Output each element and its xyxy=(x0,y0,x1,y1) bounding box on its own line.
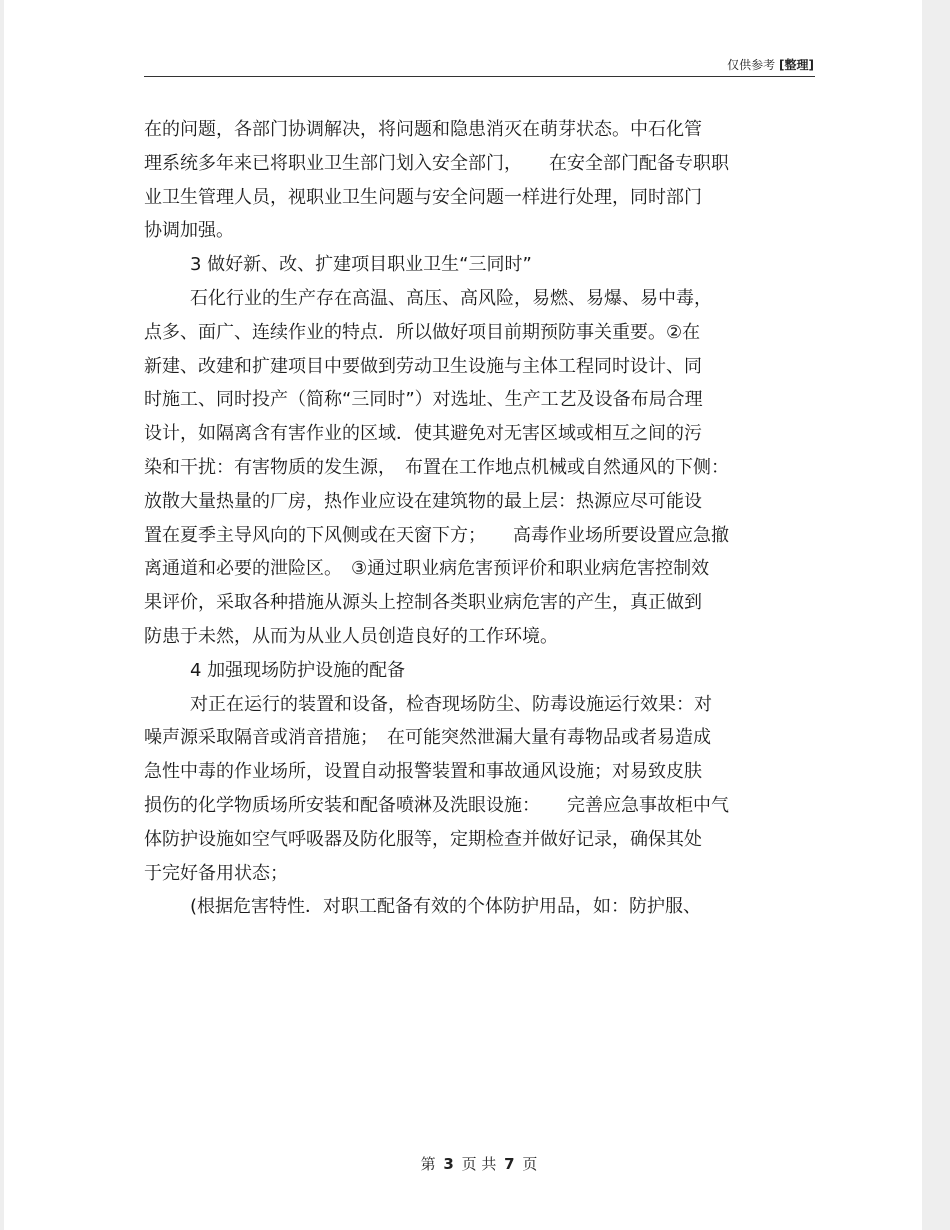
header-divider xyxy=(144,76,815,77)
text-line: 理系统多年来已将职业卫生部门划入安全部门， 在安全部门配备专职职 xyxy=(144,152,729,174)
footer-prefix: 第 xyxy=(420,1155,436,1173)
text-line: 噪声源采取隔音或消音措施； 在可能突然泄漏大量有毒物品或者易造成 xyxy=(144,727,711,749)
text-line: 点多、面广、连续作业的特点．所以做好项目前期预防事关重要。②在 xyxy=(144,321,701,343)
text-line: 果评价，采取各种措施从源头上控制各类职业病危害的产生，真正做到 xyxy=(144,592,702,614)
footer-page-number: 3 xyxy=(443,1155,454,1173)
document-page xyxy=(4,0,922,1230)
header-tag: [整理] xyxy=(779,58,814,72)
text-line: 石化行业的生产存在高温、高压、高风险，易燃、易爆、易中毒， xyxy=(190,287,712,309)
text-line: 急性中毒的作业场所，设置自动报警装置和事故通风设施；对易致皮肤 xyxy=(144,761,702,783)
header-label: 仅供参考 xyxy=(727,58,776,72)
text-line: 防患于未然，从而为从业人员创造良好的工作环境。 xyxy=(144,625,558,647)
footer-total-pages: 7 xyxy=(504,1155,515,1173)
text-line: 于完好备用状态； xyxy=(144,862,288,884)
text-line: 损伤的化学物质场所安装和配备喷淋及洗眼设施： 完善应急事故柜中气 xyxy=(144,794,729,816)
text-line: 对正在运行的装置和设备，检杳现场防尘、防毒设施运行效果：对 xyxy=(190,693,712,715)
section-heading: 4 加强现场防护设施的配备 xyxy=(190,659,406,681)
text-line: 协调加强。 xyxy=(144,220,234,242)
text-line: 时施工、同时投产（简称“三同时”）对选址、生产工艺及设备布局合理 xyxy=(144,389,703,411)
text-line: 置在夏季主导风向的下风侧或在天窗下方； 高毒作业场所要设置应急撤 xyxy=(144,524,729,546)
text-line: 染和干扰：有害物质的发生源， 布置在工作地点机械或自然通风的下侧： xyxy=(144,456,729,478)
footer-suffix: 页 xyxy=(522,1155,538,1173)
page-footer xyxy=(4,1153,950,1174)
text-line: 新建、改建和扩建项目中要做到劳动卫生设施与主体工程同时设计、同 xyxy=(144,355,702,377)
page-header xyxy=(704,56,814,73)
text-line: 在的问题，各部门协调解决，将问题和隐患消灭在萌芽状态。中石化管 xyxy=(144,119,702,140)
section-heading: 3 做好新、改、扩建项目职业卫生“三同时” xyxy=(190,254,532,276)
text-line: 体防护设施如空气呼吸器及防化服等，定期检查并做好记录，确保其处 xyxy=(144,828,702,850)
text-line: 业卫生管理人员，视职业卫生问题与安全问题一样进行处理，同时部门 xyxy=(144,186,702,208)
text-line: (根据危害特性．对职工配备有效的个体防护用品，如：防护服、 xyxy=(190,896,702,918)
text-line: 离通道和必要的泄险区。 ③通过职业病危害预评价和职业病危害控制效 xyxy=(144,558,710,580)
text-line: 设计，如隔离含有害作业的区域．使其避免对无害区域或相互之间的污 xyxy=(144,423,702,445)
document-body xyxy=(144,113,824,924)
text-line: 放散大量热量的厂房，热作业应设在建筑物的最上层：热源应尽可能设 xyxy=(144,490,702,512)
footer-middle: 页 共 xyxy=(461,1155,497,1173)
